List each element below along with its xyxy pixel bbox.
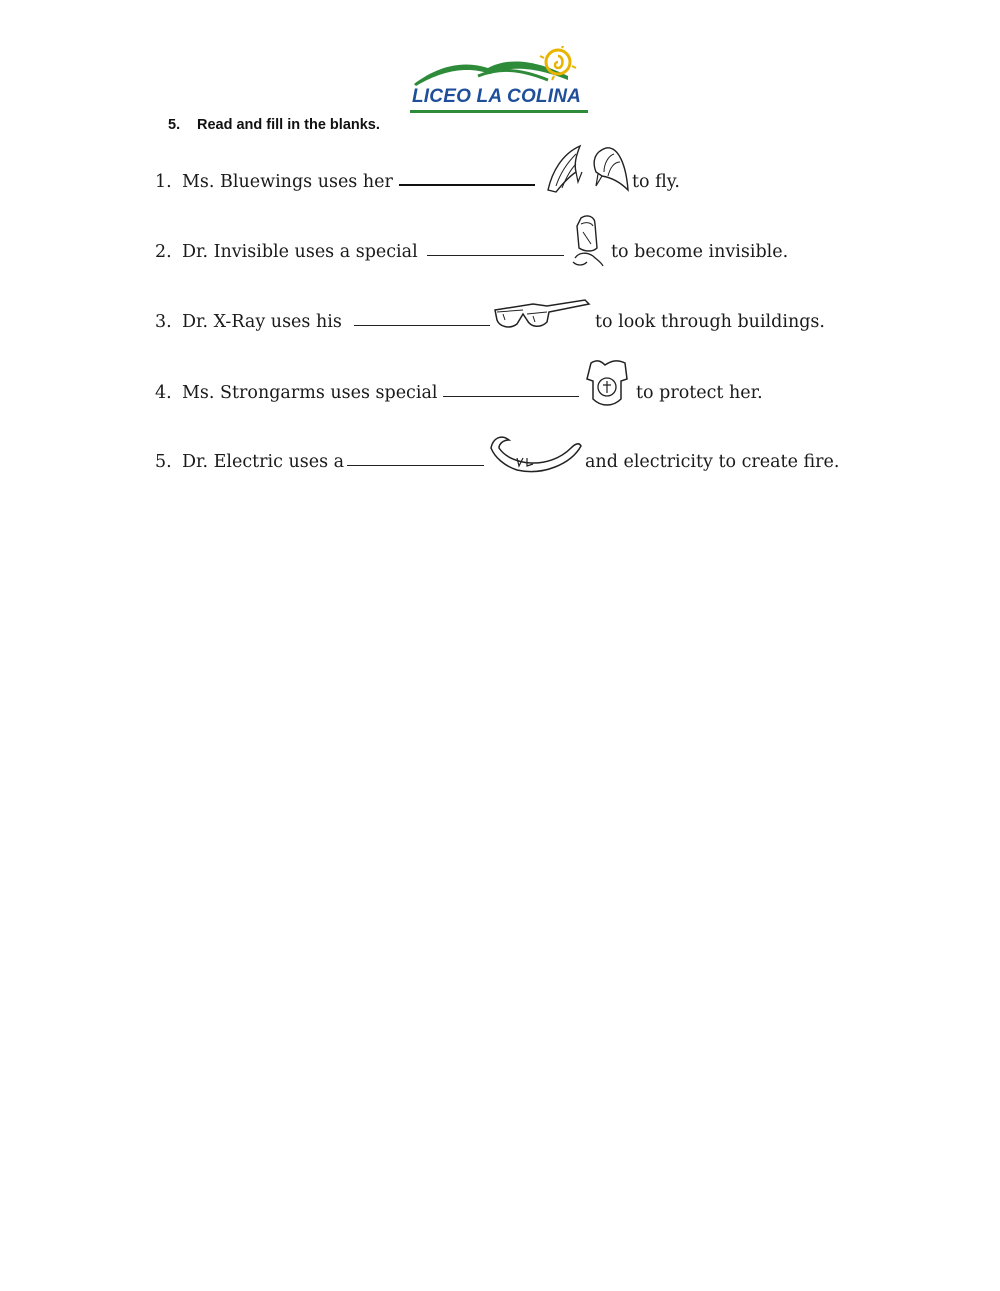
sentence-item-4 xyxy=(155,351,855,411)
answer-blank[interactable] xyxy=(443,396,579,397)
sentence-item-2 xyxy=(155,210,855,270)
sentence-item-5 xyxy=(155,420,875,480)
answer-blank[interactable] xyxy=(399,184,535,186)
sentence-before-blank: Dr. Invisible uses a special xyxy=(182,242,418,262)
sentence-item-1 xyxy=(155,140,855,200)
sentence-before-blank: Ms. Strongarms uses special xyxy=(182,383,438,403)
answer-blank[interactable] xyxy=(347,465,484,466)
logo-underline xyxy=(410,110,588,113)
wings-icon xyxy=(542,142,634,198)
belt-icon xyxy=(487,430,583,480)
sentence-before-blank: Dr. X-Ray uses his xyxy=(182,312,342,332)
item-number: 1. xyxy=(155,172,172,192)
exercise-instruction xyxy=(168,117,380,133)
sentence-after-blank: and electricity to create fire. xyxy=(585,452,840,472)
sentence-after-blank: to look through buildings. xyxy=(595,312,825,332)
sentence-after-blank: to become invisible. xyxy=(611,242,789,262)
sentence-item-3 xyxy=(155,280,855,340)
answer-blank[interactable] xyxy=(427,255,564,256)
sentence-after-blank: to protect her. xyxy=(636,383,763,403)
glasses-icon xyxy=(493,298,593,334)
logo-text: LICEO LA COLINA xyxy=(412,86,582,107)
school-logo xyxy=(408,46,592,116)
answer-blank[interactable] xyxy=(354,325,490,326)
item-number: 2. xyxy=(155,242,172,262)
item-number: 4. xyxy=(155,383,172,403)
instruction-number: 5. xyxy=(168,117,181,133)
armor-icon xyxy=(583,355,633,411)
sentence-before-blank: Dr. Electric uses a xyxy=(182,452,345,472)
item-number: 5. xyxy=(155,452,172,472)
cape-icon xyxy=(567,214,607,272)
instruction-text: Read and fill in the blanks. xyxy=(197,117,380,133)
sentence-after-blank: to fly. xyxy=(632,172,680,192)
item-number: 3. xyxy=(155,312,172,332)
sentence-before-blank: Ms. Bluewings uses her xyxy=(182,172,393,192)
